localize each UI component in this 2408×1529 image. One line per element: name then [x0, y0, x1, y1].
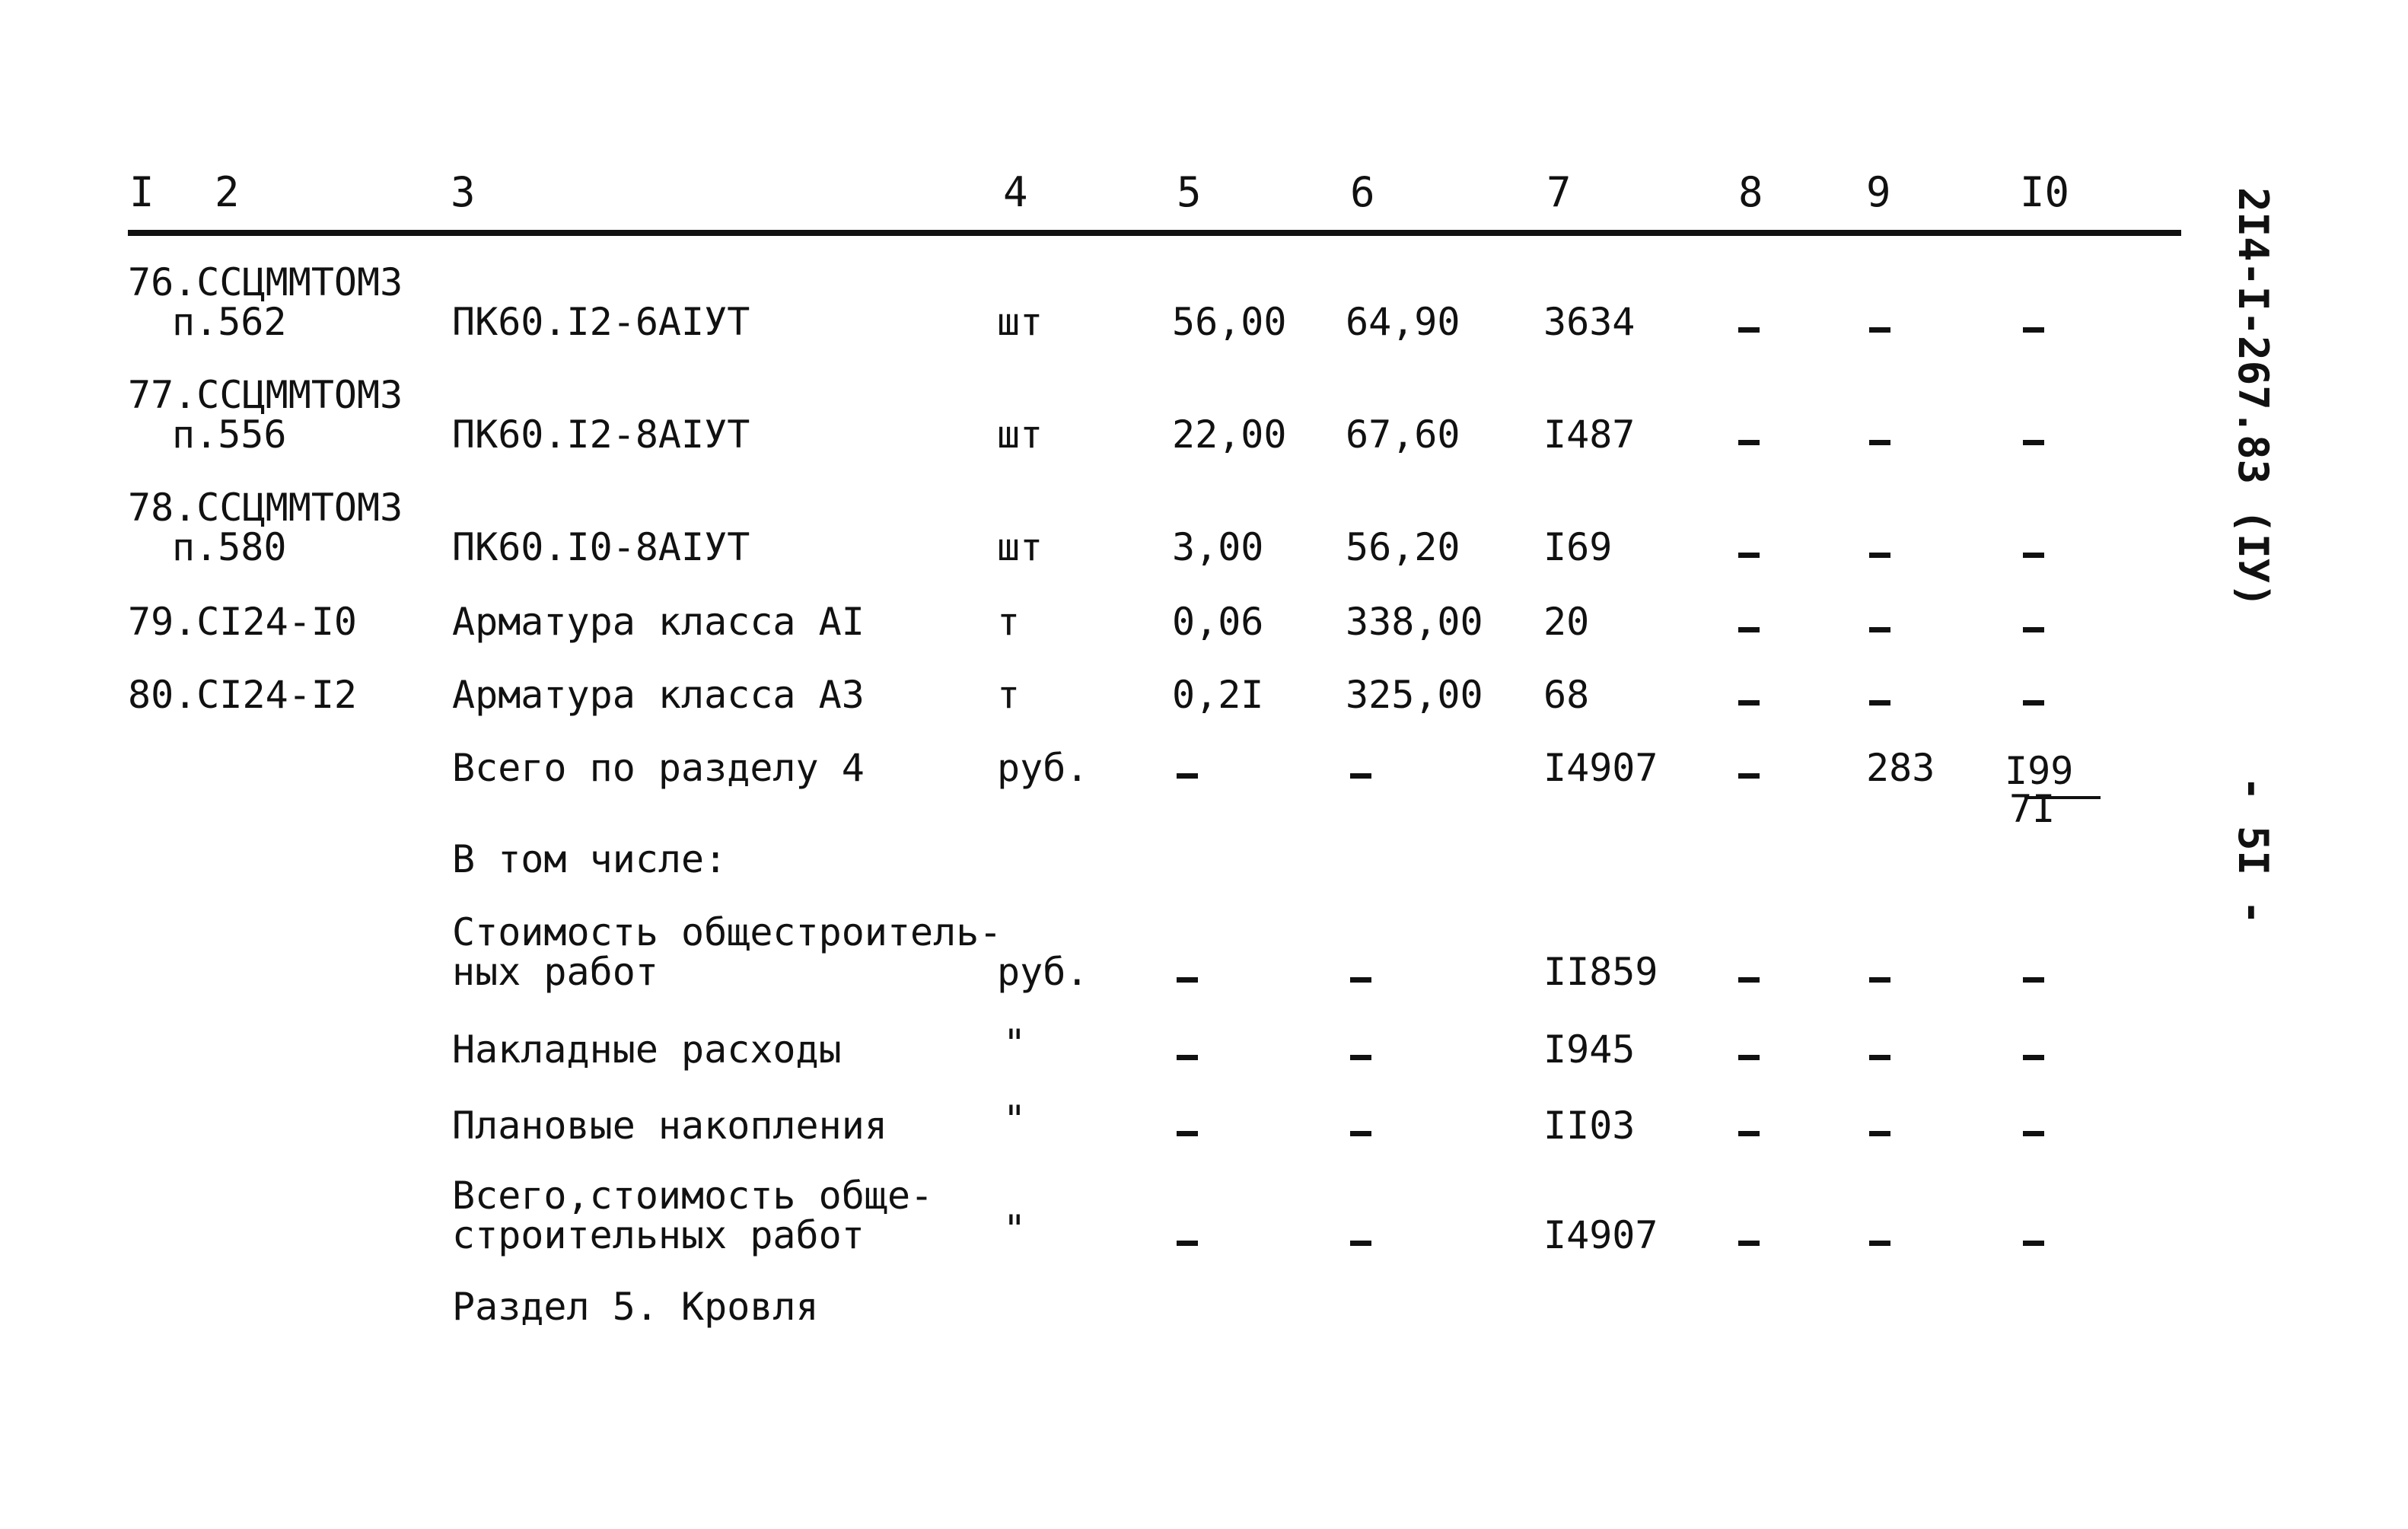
- row-79-unit: т: [997, 600, 1021, 644]
- row-77-ref: п.556: [172, 413, 287, 457]
- dash: [1738, 1131, 1760, 1136]
- dash: [1177, 1241, 1198, 1246]
- breakdown-2-name: Накладные расходы: [452, 1027, 842, 1072]
- dash: [1738, 627, 1760, 632]
- breakdown-1-cost: II859: [1543, 950, 1658, 994]
- row-77-quantity: 22,00: [1172, 413, 1287, 457]
- breakdown-1-unit: руб.: [997, 950, 1089, 994]
- dash: [2023, 627, 2044, 632]
- row-80-quantity: 0,2I: [1172, 673, 1264, 717]
- breakdown-1-name: Стоимость общестроитель-: [452, 910, 1002, 954]
- row-80-name: Арматура класса А3: [452, 673, 865, 717]
- column-header-10: I0: [2020, 168, 2070, 216]
- row-76-unit: шт: [997, 300, 1043, 344]
- row-79-code: 79.СI24-I0: [128, 600, 358, 644]
- dash: [1869, 1055, 1890, 1060]
- row-76-name: ПК60.I2-6АIУТ: [452, 300, 750, 344]
- total-unit: руб.: [997, 746, 1089, 790]
- dash: [1738, 327, 1760, 333]
- column-header-1: I: [129, 168, 154, 216]
- column-header-7: 7: [1546, 168, 1572, 216]
- dash: [2023, 440, 2044, 445]
- dash: [1738, 553, 1760, 558]
- row-80-code: 80.СI24-I2: [128, 673, 358, 717]
- dash: [2023, 700, 2044, 706]
- column-header-5: 5: [1177, 168, 1202, 216]
- column-header-3: 3: [451, 168, 476, 216]
- row-77-code: 77.ССЦММТОМЗ: [128, 373, 403, 417]
- dash: [1177, 773, 1198, 779]
- row-76-code: 76.ССЦММТОМЗ: [128, 260, 403, 304]
- dash: [1869, 700, 1890, 706]
- dash: [1738, 1055, 1760, 1060]
- breakdown-2-unit: ": [1003, 1021, 1027, 1066]
- dash: [1869, 553, 1890, 558]
- breakdown-4-unit: ": [1003, 1207, 1027, 1251]
- dash: [1869, 977, 1890, 983]
- dash: [1177, 1131, 1198, 1136]
- including-label: В том числе:: [452, 837, 728, 881]
- dash: [1350, 977, 1371, 983]
- row-79-name: Арматура класса АI: [452, 600, 865, 644]
- dash: [1738, 440, 1760, 445]
- row-77-price: 67,60: [1346, 413, 1460, 457]
- total-cost: I4907: [1543, 746, 1658, 790]
- dash: [1869, 440, 1890, 445]
- dash: [1350, 1055, 1371, 1060]
- dash: [1350, 773, 1371, 779]
- dash: [2023, 1055, 2044, 1060]
- dash: [2023, 1131, 2044, 1136]
- dash: [1738, 977, 1760, 983]
- section-title: Раздел 5. Кровля: [452, 1285, 819, 1329]
- row-80-unit: т: [997, 673, 1021, 717]
- dash: [1177, 977, 1198, 983]
- column-header-6: 6: [1350, 168, 1375, 216]
- page-number: - 5I -: [2229, 776, 2277, 925]
- dash: [1738, 700, 1760, 706]
- row-77-name: ПК60.I2-8АIУТ: [452, 413, 750, 457]
- row-78-cost: I69: [1543, 525, 1613, 569]
- dash: [1738, 773, 1760, 779]
- dash: [1869, 1241, 1890, 1246]
- total-label: Всего по разделу 4: [452, 746, 865, 790]
- row-78-ref: п.580: [172, 525, 287, 569]
- row-76-quantity: 56,00: [1172, 300, 1287, 344]
- document-code: 2I4-I-267.83 (IУ): [2229, 187, 2277, 608]
- column-header-4: 4: [1003, 168, 1028, 216]
- row-80-cost: 68: [1543, 673, 1590, 717]
- dash: [2023, 553, 2044, 558]
- row-79-cost: 20: [1543, 600, 1590, 644]
- row-78-unit: шт: [997, 525, 1043, 569]
- row-79-quantity: 0,06: [1172, 600, 1264, 644]
- dash: [1738, 1241, 1760, 1246]
- total-col10-denominator: 7I: [2009, 787, 2056, 831]
- dash: [1869, 627, 1890, 632]
- row-77-unit: шт: [997, 413, 1043, 457]
- total-col9: 283: [1866, 746, 1935, 790]
- breakdown-4-name-cont: строительных работ: [452, 1213, 865, 1257]
- header-rule: [128, 230, 2181, 236]
- breakdown-4-name: Всего,стоимость обще-: [452, 1174, 934, 1218]
- dash: [2023, 1241, 2044, 1246]
- row-76-ref: п.562: [172, 300, 287, 344]
- dash: [1869, 327, 1890, 333]
- dash: [1177, 1055, 1198, 1060]
- row-80-price: 325,00: [1346, 673, 1483, 717]
- row-79-price: 338,00: [1346, 600, 1483, 644]
- column-header-9: 9: [1866, 168, 1891, 216]
- row-78-quantity: 3,00: [1172, 525, 1264, 569]
- dash: [2023, 327, 2044, 333]
- breakdown-3-name: Плановые накопления: [452, 1104, 887, 1148]
- column-header-2: 2: [215, 168, 240, 216]
- breakdown-3-cost: II03: [1543, 1104, 1636, 1148]
- column-header-8: 8: [1738, 168, 1763, 216]
- breakdown-3-unit: ": [1003, 1097, 1027, 1142]
- row-76-price: 64,90: [1346, 300, 1460, 344]
- row-76-cost: 3634: [1543, 300, 1636, 344]
- row-78-price: 56,20: [1346, 525, 1460, 569]
- row-78-name: ПК60.I0-8АIУТ: [452, 525, 750, 569]
- row-78-code: 78.ССЦММТОМЗ: [128, 486, 403, 530]
- dash: [2023, 977, 2044, 983]
- dash: [1350, 1241, 1371, 1246]
- breakdown-4-cost: I4907: [1543, 1213, 1658, 1257]
- total-col10-numerator: I99: [2005, 749, 2074, 793]
- row-77-cost: I487: [1543, 413, 1636, 457]
- breakdown-1-name-cont: ных работ: [452, 950, 658, 994]
- dash: [1350, 1131, 1371, 1136]
- dash: [1869, 1131, 1890, 1136]
- breakdown-2-cost: I945: [1543, 1027, 1636, 1072]
